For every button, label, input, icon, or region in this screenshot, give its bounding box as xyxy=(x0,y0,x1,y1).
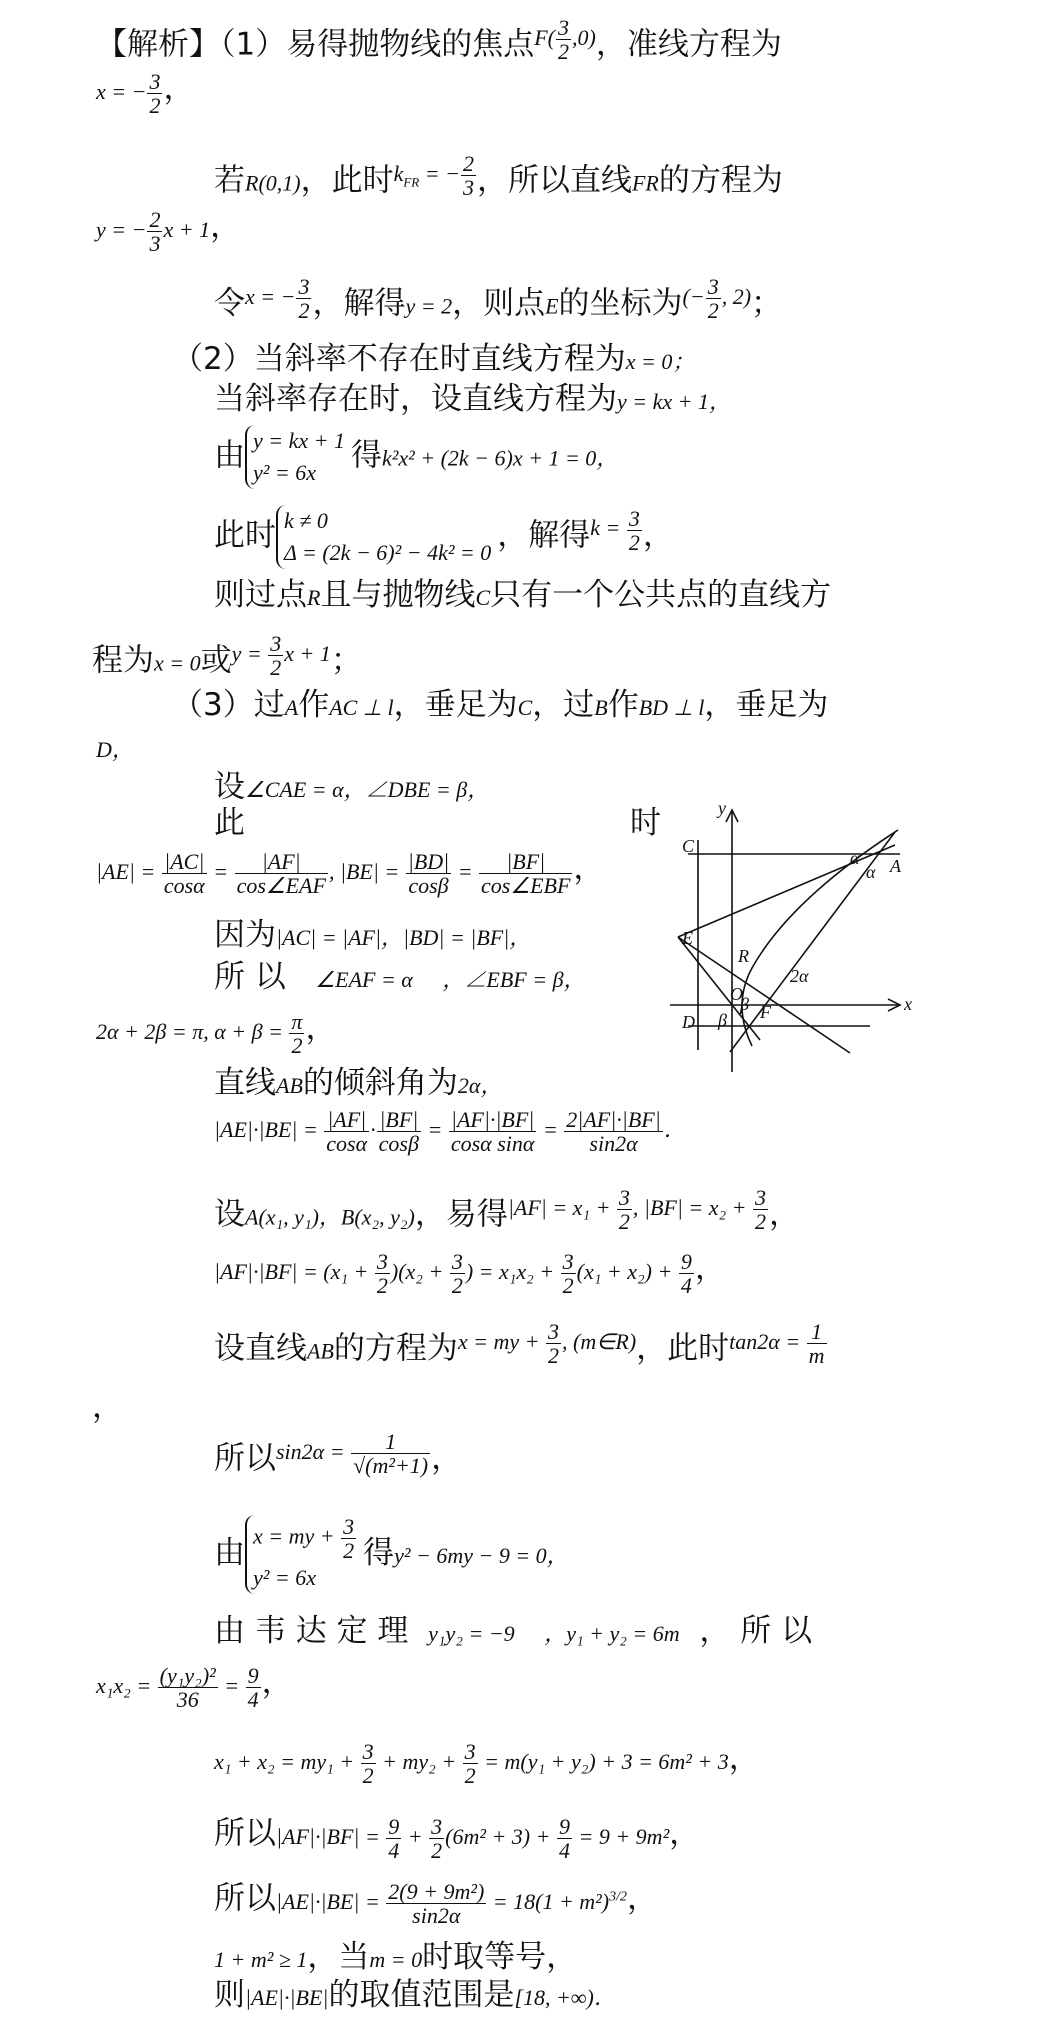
parabola-figure xyxy=(660,800,920,1080)
label-E: E xyxy=(682,928,693,948)
label-alpha-1: α xyxy=(850,848,860,868)
label-x: x xyxy=(904,994,912,1014)
part2-line3: 则过点R且与抛物线C只有一个公共点的直线方 xyxy=(214,577,832,613)
part3-ae-be: |AE| = $\frac{|AC|}{\cos\alpha}$ = $\frac{|AF|}{\text{cos∠EAF}}$ , |BE| = $\frac{|BD|}{\cos\beta}$ = $\frac{|BF|}{\text{cos∠EBF}}$ ， xyxy=(96,849,605,899)
label-O: O xyxy=(730,984,743,1004)
part3-line1: （3）过A作AC ⊥ l，垂足为C，过B作BD ⊥ l，垂足为 xyxy=(172,687,829,723)
label-y: y xyxy=(718,800,726,818)
part1-line3: 令$^{x = - \frac{3}{2}}$ ，解得y = 2，则点E的坐标为$^{(- \frac{3}{2} , 2)}$； xyxy=(214,274,783,324)
part3-vieta: 由 韦 达 定 理 y₁y₂ = −9 ，y₁ + y₂ = 6m ， 所 以 xyxy=(214,1613,813,1649)
line-EF xyxy=(678,937,850,1053)
part1-directrix: x = − $\frac{3}{2}$ ， xyxy=(96,69,195,119)
part3-D: D， xyxy=(96,737,134,762)
part3-so: 所 以 ∠EAF = α ，∠EBF = β， xyxy=(214,959,586,995)
part2-system1: 由 y = kx + 1 y² = 6x 得k²x² + (2k − 6)x + 1 = 0， xyxy=(214,425,618,489)
part3-points: 设A(x₁, y₁)，B(x₂, y₂)，易得$^{|AF| = x_1 + \frac{3}{2} , |BF| = x_2 + \frac{3}{2}}$ ， xyxy=(214,1185,800,1235)
label-beta-2: β xyxy=(740,994,749,1014)
part2-line2: 当斜率存在时，设直线方程为y = kx + 1， xyxy=(214,381,731,417)
part1-line1: 【解析】（1）易得抛物线的焦点$^{F( \frac{3}{2} ,0)}$，准线方程为 xyxy=(96,15,782,65)
label-F: F xyxy=(760,1002,771,1022)
label-D: D xyxy=(682,1012,695,1032)
part1-line2: 若R(0,1)，此时$^{k_{FR} = - \frac{2}{3}}$ ，所以直线FR的方程为 xyxy=(214,151,783,201)
part3-aebe2: 所以|AE|·|BE| = $\frac{\text{2(9 + 9m²)}}{\sin 2\alpha}$ = $18(1 + m^2)^{3/2}$， xyxy=(214,1879,658,1929)
part3-angles: 设∠CAE = α，∠DBE = β， xyxy=(214,769,490,805)
label-A: A xyxy=(890,856,901,876)
part1-line-eq: y = − $\frac{2}{3}$ x + 1， xyxy=(96,207,242,257)
label-2alpha: 2α xyxy=(790,966,809,986)
part3-system3: 由 x = my + $\frac{3}{2}$ y² = 6x 得y² − 6my − 9 = 0， xyxy=(214,1515,569,1594)
part3-x1x2: x₁x₂ = $\frac{\text{(y₁y₂)²}}{36}$ = $\frac{9}{4}$ ， xyxy=(96,1663,293,1713)
part3-comma: ， xyxy=(92,1389,123,1425)
part3-ci: 此 xyxy=(214,805,245,841)
part3-afbf2: 所以|AF|·|BF| = $\frac{9}{4}$ + $\frac{3}{2}$ (6m² + 3) + $\frac{9}{4}$ = 9 + 9m²， xyxy=(214,1814,701,1864)
part2-line1: （2）当斜率不存在时直线方程为x = 0； xyxy=(172,341,695,377)
part3-inclination: 直线AB的倾斜角为2α， xyxy=(214,1065,503,1101)
line-EA xyxy=(678,845,895,937)
part3-sum: 2α + 2β = π, α + β = $\frac{\pi}{2}$ ， xyxy=(96,1009,337,1059)
label-C: C xyxy=(682,836,695,856)
part3-line-eq: 设直线AB的方程为$^{x = my + \frac{3}{2} , (m\in R)}$，此时$^{tan2\alpha = \frac{1}{m}}$ xyxy=(214,1319,825,1369)
part3-range: 则|AE|·|BE|的取值范围是[18, +∞)． xyxy=(214,1977,616,2013)
part3-product: |AE|·|BE| = $\frac{|AF|}{\cos\alpha}$ · $\frac{|BF|}{\cos\beta}$ = $\frac{|AF|\cdot|BF|}{\text{cosα sinα}}$ = $\frac{2|AF|\cdot|BF|}{\sin 2\alpha}$ ． xyxy=(214,1107,686,1157)
label-beta-1: β xyxy=(718,1010,727,1030)
part2-line4: 程为x = 0或$^{y = \frac{3}{2} x + 1}$； xyxy=(92,631,362,681)
part2-system2: 此时 k ≠ 0 Δ = (2k − 6)² − 4k² = 0 ，解得$^{k = \frac{3}{2}}$ ， xyxy=(214,505,674,569)
part3-shi: 时 xyxy=(630,805,661,841)
part3-x1px2: x₁ + x₂ = my₁ + $\frac{3}{2}$ + my₂ + $\frac{3}{2}$ = m(y₁ + y₂) + 3 = 6m² + 3， xyxy=(214,1739,760,1789)
part3-because: 因为|AC| = |AF|，|BD| = |BF|， xyxy=(214,917,532,953)
label-alpha-2: α xyxy=(866,862,876,882)
part3-ineq: 1 + m² ≥ 1，当m = 0时取等号， xyxy=(214,1939,578,1975)
part3-afbf: |AF|·|BF| = (x₁ + $\frac{3}{2}$ )(x₂ + $\frac{3}{2}$ ) = x₁x₂ + $\frac{3}{2}$ (x₁ + x₂) + $\frac{9}{4}$ ， xyxy=(214,1249,726,1299)
part3-sin: 所以$^{sin2\alpha = \frac{1}{\text{√(m²+1)}}}$ ， xyxy=(214,1429,463,1479)
label-R: R xyxy=(738,946,749,966)
